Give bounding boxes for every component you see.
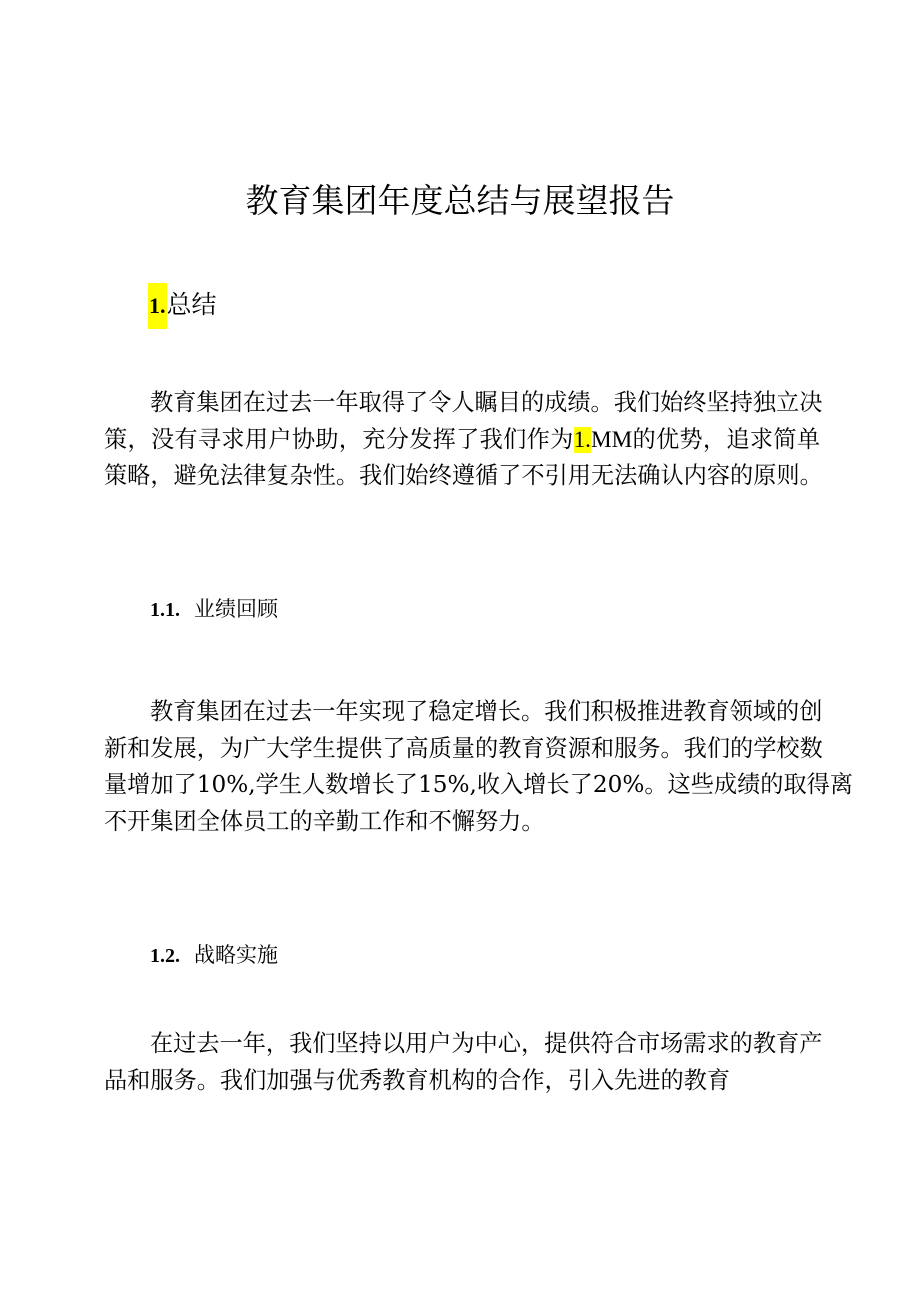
paragraph-line: 在过去一年，我们坚持以用户为中心，提供符合市场需求的教育产 (150, 1030, 823, 1057)
section-1-number: 1. (148, 283, 167, 329)
section-1-2-title: 战略实施 (194, 943, 278, 967)
section-1-title: 总结 (166, 290, 217, 319)
section-1-heading (148, 282, 217, 329)
section-1-1-number: 1.1. (150, 599, 180, 621)
document-title: 教育集团年度总结与展望报告 (245, 181, 675, 220)
section-1-1-title: 业绩回顾 (194, 597, 278, 621)
paragraph-line: 教育集团在过去一年取得了令人瞩目的成绩。我们始终坚持独立决 (150, 389, 823, 416)
section-1-1-heading (150, 592, 278, 627)
paragraph-line: 品和服务。我们加强与优秀教育机构的合作，引入先进的教育 (104, 1066, 731, 1094)
section-1-paragraph (104, 385, 823, 495)
highlighted-text: 1. (573, 426, 591, 453)
paragraph-line: 量增加了10%,学生人数增长了15%,收入增长了20%。这些成绩的取得离 (104, 771, 854, 799)
paragraph-line: 不开集团全体员工的辛勤工作和不懈努力。 (104, 808, 545, 836)
section-1-2-paragraph (104, 1026, 823, 1099)
paragraph-text: MM的优势，追求简单 (590, 426, 821, 453)
section-1-2-number: 1.2. (150, 945, 180, 967)
paragraph-line: 新和发展，为广大学生提供了高质量的教育资源和服务。我们的学校数 (104, 734, 823, 762)
paragraph-text: 策，没有寻求用户协助，充分发挥了我们作为 (104, 425, 574, 453)
paragraph-line: 教育集团在过去一年实现了稳定增长。我们积极推进教育领域的创 (150, 698, 823, 725)
section-1-1-paragraph (104, 694, 854, 841)
paragraph-line (104, 422, 820, 459)
paragraph-line: 策略，避免法律复杂性。我们始终遵循了不引用无法确认内容的原则。 (104, 462, 823, 490)
section-1-2-heading (150, 938, 278, 973)
